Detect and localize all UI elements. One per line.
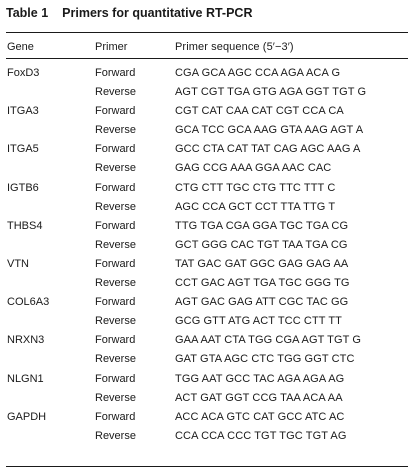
sequence-cell: GCT GGG CAC TGT TAA TGA CG (175, 238, 348, 251)
gene-cell: IGTB6 (7, 181, 39, 194)
sequence-cell: TAT GAC GAT GGC GAG GAG AA (175, 257, 349, 270)
gene-cell: COL6A3 (7, 296, 50, 309)
sequence-cell: CCT GAC AGT TGA TGC GGG TG (175, 277, 350, 290)
gene-cell: GAPDH (7, 410, 47, 423)
primer-cell: Reverse (95, 162, 136, 175)
sequence-cell: ACT GAT GGT CCG TAA ACA AA (175, 391, 343, 404)
primer-cell: Reverse (95, 86, 136, 99)
table-row (0, 255, 414, 274)
table-row (0, 236, 414, 255)
table-row (0, 198, 414, 217)
primer-cell: Reverse (95, 391, 136, 404)
primer-cell: Forward (95, 372, 136, 385)
table-bottom-rule (6, 466, 408, 467)
gene-cell: FoxD3 (7, 67, 40, 79)
table-row (0, 427, 414, 446)
table-row (0, 408, 414, 427)
table-row (0, 83, 414, 102)
table-header (0, 38, 414, 56)
primer-cell: Forward (95, 334, 136, 347)
primer-cell: Reverse (95, 200, 136, 213)
gene-cell: ITGA5 (7, 143, 39, 156)
gene-cell: VTN (7, 257, 29, 270)
primer-cell: Reverse (95, 277, 136, 290)
table-row (0, 140, 414, 159)
table-row (0, 331, 414, 350)
table-row (0, 350, 414, 369)
sequence-cell: TTG TGA CGA GGA TGC TGA CG (175, 219, 349, 232)
primer-cell: Reverse (95, 315, 136, 328)
sequence-cell: CTG CTT TGC CTG TTC TTT C (175, 181, 336, 194)
sequence-cell: GAA AAT CTA TGG CGA AGT TGT G (175, 334, 362, 347)
table-caption (6, 6, 252, 20)
sequence-cell: TGG AAT GCC TAC AGA AGA AG (175, 372, 345, 385)
table-row (0, 159, 414, 178)
sequence-cell: GAT GTA AGC CTC TGG GGT CTC (175, 353, 355, 366)
sequence-cell: AGT CGT TGA GTG AGA GGT TGT G (175, 86, 367, 99)
table-row (0, 389, 414, 408)
sequence-cell: CGT CAT CAA CAT CGT CCA CA (175, 105, 344, 118)
primer-cell: Reverse (95, 124, 136, 137)
sequence-cell: CCA CCA CCC TGT TGC TGT AG (175, 429, 347, 442)
primer-cell: Forward (95, 67, 136, 79)
gene-cell: ITGA3 (7, 105, 39, 118)
primer-cell: Reverse (95, 353, 136, 366)
gene-cell: NRXN3 (7, 334, 45, 347)
primer-cell: Reverse (95, 238, 136, 251)
sequence-cell: GCG GTT ATG ACT TCC CTT TT (175, 315, 343, 328)
sequence-cell: AGC CCA GCT CCT TTA TTG T (175, 200, 336, 213)
sequence-cell: CGA GCA AGC CCA AGA ACA G (175, 67, 341, 79)
header-primer: Primer (95, 41, 128, 53)
primer-cell: Reverse (95, 429, 136, 442)
table-row (0, 102, 414, 121)
table-header-rule (6, 58, 408, 59)
primer-cell: Forward (95, 410, 136, 423)
sequence-cell: GAG CCG AAA GGA AAC CAC (175, 162, 332, 175)
header-gene: Gene (7, 41, 34, 53)
table-title: Primers for quantitative RT-PCR (62, 6, 253, 20)
table-label: Table 1 (6, 6, 49, 20)
sequence-cell: GCC CTA CAT TAT CAG AGC AAG A (175, 143, 361, 156)
table-row (0, 312, 414, 331)
header-sequence: Primer sequence (5′−3′) (175, 41, 294, 53)
table-row (0, 121, 414, 140)
primer-cell: Forward (95, 219, 136, 232)
sequence-cell: AGT GAC GAG ATT CGC TAC GG (175, 296, 349, 309)
primer-cell: Forward (95, 257, 136, 270)
table-row (0, 217, 414, 236)
primer-cell: Forward (95, 181, 136, 194)
sequence-cell: GCA TCC GCA AAG GTA AAG AGT A (175, 124, 364, 137)
gene-cell: NLGN1 (7, 372, 44, 385)
table-row (0, 179, 414, 198)
primer-cell: Forward (95, 143, 136, 156)
sequence-cell: ACC ACA GTC CAT GCC ATC AC (175, 410, 345, 423)
table-row (0, 293, 414, 312)
table-row (0, 274, 414, 293)
gene-cell: THBS4 (7, 219, 43, 232)
primer-cell: Forward (95, 296, 136, 309)
table-row (0, 370, 414, 389)
primer-cell: Forward (95, 105, 136, 118)
table-top-rule (6, 32, 408, 33)
table-row (0, 64, 414, 83)
table-body (0, 64, 414, 446)
